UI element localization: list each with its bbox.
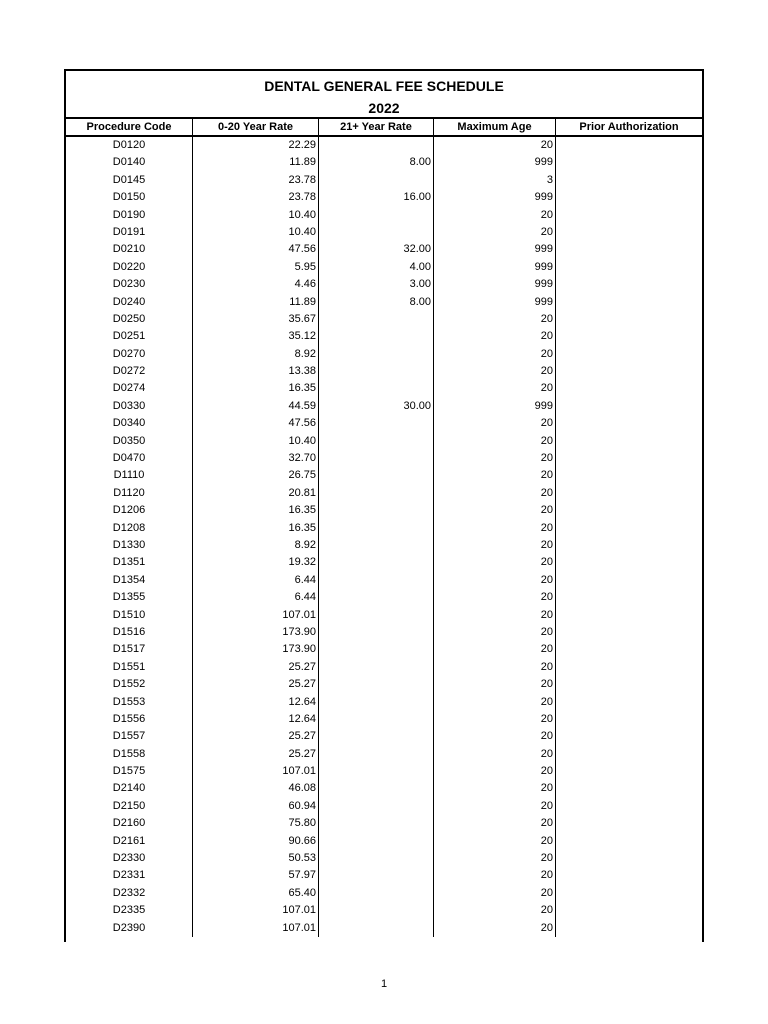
cell-prior-authorization [556, 259, 702, 276]
cell-maximum-age: 20 [434, 815, 556, 832]
table-row [66, 798, 702, 815]
cell-maximum-age: 20 [434, 502, 556, 519]
cell-maximum-age: 999 [434, 398, 556, 415]
cell-procedure-code: D2390 [66, 920, 193, 937]
cell-rate-21-plus [319, 380, 434, 397]
cell-procedure-code: D0272 [66, 363, 193, 380]
cell-rate-0-20: 11.89 [193, 154, 319, 171]
cell-rate-0-20: 65.40 [193, 885, 319, 902]
cell-procedure-code: D2332 [66, 885, 193, 902]
cell-rate-0-20: 5.95 [193, 259, 319, 276]
cell-procedure-code: D0140 [66, 154, 193, 171]
title-block [66, 71, 702, 119]
cell-rate-0-20: 16.35 [193, 380, 319, 397]
cell-maximum-age: 20 [434, 537, 556, 554]
cell-prior-authorization [556, 659, 702, 676]
cell-maximum-age: 20 [434, 520, 556, 537]
cell-rate-21-plus [319, 433, 434, 450]
cell-rate-0-20: 23.78 [193, 172, 319, 189]
table-row [66, 728, 702, 745]
cell-maximum-age: 20 [434, 207, 556, 224]
cell-rate-21-plus [319, 850, 434, 867]
page-number: 1 [380, 978, 388, 990]
cell-maximum-age: 20 [434, 763, 556, 780]
cell-maximum-age: 20 [434, 676, 556, 693]
cell-procedure-code: D0240 [66, 294, 193, 311]
cell-maximum-age: 999 [434, 259, 556, 276]
cell-rate-21-plus [319, 641, 434, 658]
cell-rate-21-plus [319, 763, 434, 780]
cell-rate-0-20: 107.01 [193, 920, 319, 937]
cell-maximum-age: 20 [434, 659, 556, 676]
cell-maximum-age: 20 [434, 641, 556, 658]
cell-rate-0-20: 173.90 [193, 641, 319, 658]
cell-maximum-age: 20 [434, 850, 556, 867]
cell-procedure-code: D2140 [66, 780, 193, 797]
header-maximum-age: Maximum Age [434, 119, 556, 135]
table-row [66, 746, 702, 763]
cell-rate-21-plus [319, 328, 434, 345]
cell-prior-authorization [556, 833, 702, 850]
table-row [66, 380, 702, 397]
cell-rate-21-plus [319, 711, 434, 728]
table-row [66, 172, 702, 189]
cell-rate-0-20: 35.12 [193, 328, 319, 345]
table-row [66, 711, 702, 728]
cell-prior-authorization [556, 346, 702, 363]
cell-maximum-age: 20 [434, 328, 556, 345]
cell-procedure-code: D0274 [66, 380, 193, 397]
cell-prior-authorization [556, 294, 702, 311]
header-rate-0-20: 0-20 Year Rate [193, 119, 319, 135]
cell-maximum-age: 20 [434, 572, 556, 589]
cell-rate-21-plus [319, 224, 434, 241]
cell-prior-authorization [556, 433, 702, 450]
cell-procedure-code: D0120 [66, 137, 193, 154]
cell-procedure-code: D1351 [66, 554, 193, 571]
cell-maximum-age: 999 [434, 154, 556, 171]
cell-procedure-code: D2161 [66, 833, 193, 850]
cell-prior-authorization [556, 502, 702, 519]
cell-prior-authorization [556, 798, 702, 815]
cell-rate-0-20: 16.35 [193, 502, 319, 519]
cell-rate-21-plus [319, 467, 434, 484]
cell-prior-authorization [556, 780, 702, 797]
cell-procedure-code: D1517 [66, 641, 193, 658]
cell-rate-0-20: 19.32 [193, 554, 319, 571]
table-body [66, 137, 702, 937]
table-row [66, 467, 702, 484]
cell-prior-authorization [556, 172, 702, 189]
cell-rate-21-plus [319, 694, 434, 711]
table-row [66, 659, 702, 676]
cell-procedure-code: D1110 [66, 467, 193, 484]
cell-rate-0-20: 6.44 [193, 589, 319, 606]
cell-prior-authorization [556, 850, 702, 867]
cell-prior-authorization [556, 676, 702, 693]
cell-rate-0-20: 6.44 [193, 572, 319, 589]
table-row [66, 885, 702, 902]
table-row [66, 398, 702, 415]
header-prior-authorization: Prior Authorization [579, 121, 679, 133]
table-row [66, 537, 702, 554]
cell-rate-0-20: 16.35 [193, 520, 319, 537]
document-year: 2022 [368, 100, 400, 116]
header-rate-21-plus: 21+ Year Rate [319, 119, 434, 135]
cell-rate-21-plus [319, 746, 434, 763]
table-row [66, 833, 702, 850]
cell-rate-21-plus [319, 798, 434, 815]
cell-rate-21-plus [319, 659, 434, 676]
cell-rate-0-20: 32.70 [193, 450, 319, 467]
table-row [66, 520, 702, 537]
cell-rate-21-plus: 16.00 [319, 189, 434, 206]
cell-maximum-age: 20 [434, 798, 556, 815]
cell-procedure-code: D1120 [66, 485, 193, 502]
cell-procedure-code: D0350 [66, 433, 193, 450]
table-row [66, 554, 702, 571]
cell-procedure-code: D0470 [66, 450, 193, 467]
cell-maximum-age: 20 [434, 311, 556, 328]
cell-maximum-age: 20 [434, 728, 556, 745]
cell-maximum-age: 999 [434, 189, 556, 206]
cell-rate-21-plus: 32.00 [319, 241, 434, 258]
table-row [66, 311, 702, 328]
cell-rate-21-plus [319, 172, 434, 189]
cell-maximum-age: 20 [434, 554, 556, 571]
cell-procedure-code: D0210 [66, 241, 193, 258]
cell-rate-21-plus [319, 920, 434, 937]
cell-rate-0-20: 60.94 [193, 798, 319, 815]
cell-rate-0-20: 10.40 [193, 433, 319, 450]
table-row [66, 224, 702, 241]
table-row [66, 207, 702, 224]
cell-maximum-age: 20 [434, 780, 556, 797]
cell-procedure-code: D1553 [66, 694, 193, 711]
cell-rate-21-plus [319, 207, 434, 224]
table-row [66, 346, 702, 363]
cell-rate-0-20: 25.27 [193, 728, 319, 745]
cell-procedure-code: D2150 [66, 798, 193, 815]
cell-prior-authorization [556, 607, 702, 624]
cell-rate-0-20: 23.78 [193, 189, 319, 206]
cell-prior-authorization [556, 207, 702, 224]
table-row [66, 259, 702, 276]
cell-rate-0-20: 26.75 [193, 467, 319, 484]
cell-rate-21-plus [319, 624, 434, 641]
cell-procedure-code: D0220 [66, 259, 193, 276]
cell-procedure-code: D1206 [66, 502, 193, 519]
cell-prior-authorization [556, 398, 702, 415]
cell-prior-authorization [556, 241, 702, 258]
cell-prior-authorization [556, 572, 702, 589]
cell-rate-0-20: 44.59 [193, 398, 319, 415]
table-row [66, 450, 702, 467]
header-procedure-code: Procedure Code [66, 119, 193, 135]
cell-prior-authorization [556, 467, 702, 484]
cell-procedure-code: D2331 [66, 867, 193, 884]
table-row [66, 502, 702, 519]
cell-prior-authorization [556, 694, 702, 711]
cell-prior-authorization [556, 328, 702, 345]
cell-prior-authorization [556, 363, 702, 380]
cell-rate-21-plus [319, 363, 434, 380]
cell-maximum-age: 20 [434, 867, 556, 884]
cell-rate-21-plus: 8.00 [319, 154, 434, 171]
table-row [66, 276, 702, 293]
cell-rate-0-20: 20.81 [193, 485, 319, 502]
cell-rate-21-plus [319, 885, 434, 902]
cell-procedure-code: D0270 [66, 346, 193, 363]
table-row [66, 850, 702, 867]
cell-rate-0-20: 57.97 [193, 867, 319, 884]
cell-rate-21-plus [319, 780, 434, 797]
cell-prior-authorization [556, 867, 702, 884]
cell-rate-0-20: 25.27 [193, 746, 319, 763]
table-row [66, 485, 702, 502]
fee-schedule-table [64, 69, 704, 942]
cell-maximum-age: 20 [434, 363, 556, 380]
cell-rate-0-20: 8.92 [193, 537, 319, 554]
cell-prior-authorization [556, 520, 702, 537]
table-row [66, 241, 702, 258]
cell-procedure-code: D1355 [66, 589, 193, 606]
cell-maximum-age: 20 [434, 885, 556, 902]
cell-procedure-code: D0145 [66, 172, 193, 189]
cell-maximum-age: 20 [434, 450, 556, 467]
cell-rate-0-20: 173.90 [193, 624, 319, 641]
cell-rate-0-20: 46.08 [193, 780, 319, 797]
cell-rate-0-20: 10.40 [193, 207, 319, 224]
cell-rate-21-plus [319, 485, 434, 502]
cell-maximum-age: 20 [434, 902, 556, 919]
table-row [66, 294, 702, 311]
cell-prior-authorization [556, 380, 702, 397]
cell-rate-21-plus [319, 137, 434, 154]
cell-rate-21-plus [319, 520, 434, 537]
cell-maximum-age: 20 [434, 694, 556, 711]
cell-procedure-code: D0340 [66, 415, 193, 432]
table-row [66, 780, 702, 797]
cell-maximum-age: 999 [434, 241, 556, 258]
cell-rate-21-plus: 4.00 [319, 259, 434, 276]
cell-rate-21-plus [319, 815, 434, 832]
table-row [66, 363, 702, 380]
cell-procedure-code: D1575 [66, 763, 193, 780]
cell-prior-authorization [556, 537, 702, 554]
cell-procedure-code: D0250 [66, 311, 193, 328]
cell-procedure-code: D2160 [66, 815, 193, 832]
cell-procedure-code: D1330 [66, 537, 193, 554]
cell-procedure-code: D1556 [66, 711, 193, 728]
cell-procedure-code: D2335 [66, 902, 193, 919]
cell-rate-0-20: 75.80 [193, 815, 319, 832]
cell-procedure-code: D1516 [66, 624, 193, 641]
cell-rate-21-plus [319, 867, 434, 884]
cell-prior-authorization [556, 728, 702, 745]
cell-prior-authorization [556, 589, 702, 606]
cell-procedure-code: D0330 [66, 398, 193, 415]
table-row [66, 589, 702, 606]
cell-maximum-age: 20 [434, 433, 556, 450]
table-row [66, 624, 702, 641]
cell-rate-21-plus [319, 728, 434, 745]
cell-rate-21-plus [319, 676, 434, 693]
cell-maximum-age: 3 [434, 172, 556, 189]
cell-rate-21-plus [319, 311, 434, 328]
cell-rate-0-20: 25.27 [193, 659, 319, 676]
cell-rate-0-20: 12.64 [193, 711, 319, 728]
table-row [66, 763, 702, 780]
table-row [66, 920, 702, 937]
cell-maximum-age: 20 [434, 833, 556, 850]
cell-maximum-age: 999 [434, 276, 556, 293]
cell-maximum-age: 20 [434, 380, 556, 397]
cell-rate-0-20: 22.29 [193, 137, 319, 154]
cell-rate-0-20: 11.89 [193, 294, 319, 311]
cell-maximum-age: 999 [434, 294, 556, 311]
cell-prior-authorization [556, 711, 702, 728]
table-row [66, 415, 702, 432]
cell-prior-authorization [556, 189, 702, 206]
cell-procedure-code: D1208 [66, 520, 193, 537]
table-row [66, 137, 702, 154]
cell-procedure-code: D1558 [66, 746, 193, 763]
cell-rate-0-20: 50.53 [193, 850, 319, 867]
table-row [66, 815, 702, 832]
cell-rate-0-20: 10.40 [193, 224, 319, 241]
cell-procedure-code: D0191 [66, 224, 193, 241]
cell-prior-authorization [556, 815, 702, 832]
cell-rate-21-plus: 3.00 [319, 276, 434, 293]
cell-rate-0-20: 12.64 [193, 694, 319, 711]
cell-rate-21-plus [319, 502, 434, 519]
cell-maximum-age: 20 [434, 589, 556, 606]
cell-prior-authorization [556, 415, 702, 432]
cell-maximum-age: 20 [434, 224, 556, 241]
cell-rate-0-20: 13.38 [193, 363, 319, 380]
cell-maximum-age: 20 [434, 415, 556, 432]
cell-prior-authorization [556, 154, 702, 171]
cell-prior-authorization [556, 624, 702, 641]
cell-maximum-age: 20 [434, 746, 556, 763]
cell-rate-0-20: 107.01 [193, 607, 319, 624]
cell-rate-0-20: 47.56 [193, 241, 319, 258]
cell-maximum-age: 20 [434, 920, 556, 937]
cell-prior-authorization [556, 137, 702, 154]
cell-rate-21-plus [319, 589, 434, 606]
cell-prior-authorization [556, 746, 702, 763]
cell-rate-21-plus [319, 415, 434, 432]
table-row [66, 433, 702, 450]
cell-rate-21-plus [319, 537, 434, 554]
table-row [66, 189, 702, 206]
cell-rate-0-20: 107.01 [193, 902, 319, 919]
cell-rate-0-20: 90.66 [193, 833, 319, 850]
cell-maximum-age: 20 [434, 346, 556, 363]
table-row [66, 676, 702, 693]
cell-procedure-code: D0251 [66, 328, 193, 345]
cell-prior-authorization [556, 276, 702, 293]
cell-rate-21-plus: 30.00 [319, 398, 434, 415]
cell-maximum-age: 20 [434, 711, 556, 728]
cell-rate-0-20: 35.67 [193, 311, 319, 328]
cell-procedure-code: D0150 [66, 189, 193, 206]
table-row [66, 154, 702, 171]
table-header [66, 119, 702, 137]
cell-rate-21-plus [319, 833, 434, 850]
cell-prior-authorization [556, 554, 702, 571]
cell-prior-authorization [556, 224, 702, 241]
cell-prior-authorization [556, 763, 702, 780]
cell-procedure-code: D1552 [66, 676, 193, 693]
cell-maximum-age: 20 [434, 624, 556, 641]
cell-procedure-code: D1551 [66, 659, 193, 676]
cell-maximum-age: 20 [434, 467, 556, 484]
cell-prior-authorization [556, 902, 702, 919]
cell-procedure-code: D1557 [66, 728, 193, 745]
cell-procedure-code: D0190 [66, 207, 193, 224]
cell-rate-21-plus [319, 450, 434, 467]
cell-prior-authorization [556, 450, 702, 467]
table-row [66, 328, 702, 345]
cell-prior-authorization [556, 920, 702, 937]
cell-rate-0-20: 107.01 [193, 763, 319, 780]
table-row [66, 694, 702, 711]
cell-procedure-code: D1510 [66, 607, 193, 624]
cell-procedure-code: D2330 [66, 850, 193, 867]
cell-maximum-age: 20 [434, 137, 556, 154]
cell-rate-21-plus [319, 554, 434, 571]
table-row [66, 641, 702, 658]
cell-rate-21-plus [319, 572, 434, 589]
cell-rate-21-plus [319, 346, 434, 363]
cell-rate-0-20: 25.27 [193, 676, 319, 693]
cell-prior-authorization [556, 885, 702, 902]
table-row [66, 607, 702, 624]
table-row [66, 867, 702, 884]
cell-rate-0-20: 4.46 [193, 276, 319, 293]
cell-procedure-code: D1354 [66, 572, 193, 589]
cell-prior-authorization [556, 485, 702, 502]
cell-maximum-age: 20 [434, 607, 556, 624]
table-row [66, 902, 702, 919]
cell-prior-authorization [556, 311, 702, 328]
cell-rate-0-20: 47.56 [193, 415, 319, 432]
table-row [66, 572, 702, 589]
document-title: DENTAL GENERAL FEE SCHEDULE [264, 78, 504, 94]
cell-prior-authorization [556, 641, 702, 658]
cell-rate-21-plus: 8.00 [319, 294, 434, 311]
cell-procedure-code: D0230 [66, 276, 193, 293]
cell-rate-21-plus [319, 902, 434, 919]
cell-rate-0-20: 8.92 [193, 346, 319, 363]
cell-maximum-age: 20 [434, 485, 556, 502]
cell-rate-21-plus [319, 607, 434, 624]
